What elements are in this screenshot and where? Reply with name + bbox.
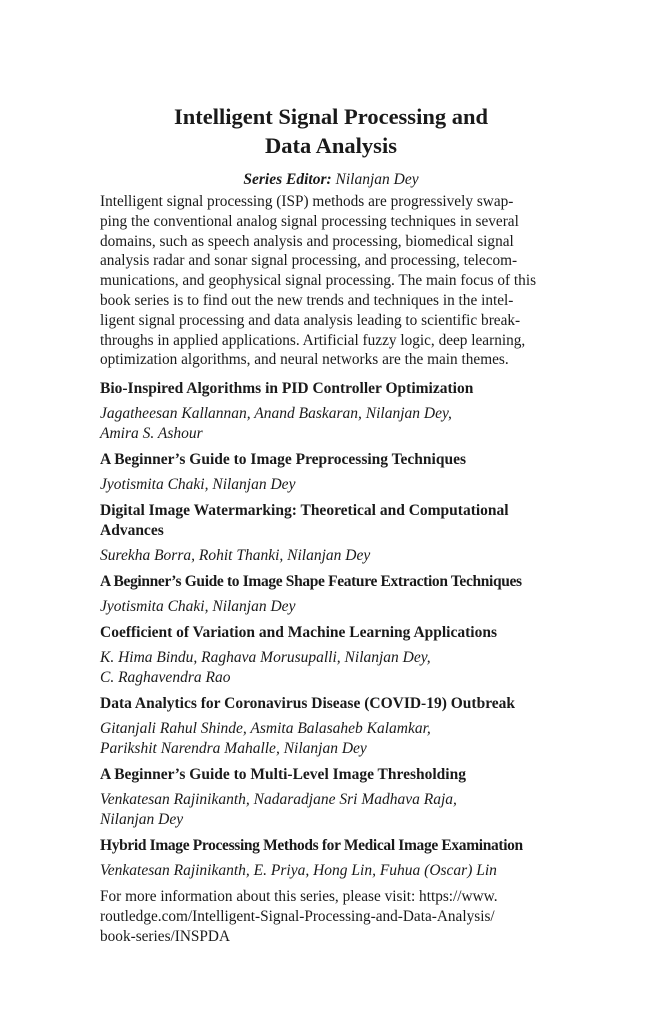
book-title-line: A Beginner’s Guide to Multi-Level Image Thresholding — [100, 766, 466, 784]
book-entry — [100, 501, 562, 566]
book-title-line: Bio-Inspired Algorithms in PID Controller Optimization — [100, 380, 474, 398]
book-authors — [100, 790, 562, 830]
book-entry — [100, 572, 562, 617]
book-authors — [100, 546, 562, 566]
book-authors — [100, 404, 562, 444]
book-authors — [100, 719, 562, 759]
series-editor-name: Nilanjan Dey — [335, 171, 419, 188]
book-authors — [100, 648, 562, 688]
series-page — [100, 102, 562, 947]
book-entry — [100, 379, 562, 444]
book-title — [100, 450, 562, 470]
series-editor-role: Series Editor: — [243, 171, 332, 188]
book-title-line: Hybrid Image Processing Methods for Medical Image Examination — [100, 837, 523, 855]
book-authors-line: Jagatheesan Kallannan, Anand Baskaran, Nilanjan Dey, — [100, 405, 452, 423]
book-authors-line: Jyotismita Chaki, Nilanjan Dey — [100, 476, 296, 494]
book-title-line: Advances — [100, 522, 164, 540]
book-authors — [100, 861, 562, 881]
description-line: book series is to find out the new trends and techniques in the intel- — [100, 291, 514, 309]
book-title — [100, 623, 562, 643]
book-title-line: Digital Image Watermarking: Theoretical and Computational — [100, 502, 509, 520]
book-list — [100, 379, 562, 881]
book-authors-line: Surekha Borra, Rohit Thanki, Nilanjan Dey — [100, 547, 371, 565]
description-line: ligent signal processing and data analysis leading to scientific break- — [100, 311, 521, 329]
book-entry — [100, 836, 562, 881]
book-title-line: Data Analytics for Coronavirus Disease (COVID-19) Outbreak — [100, 695, 516, 713]
book-entry — [100, 765, 562, 830]
series-title — [100, 102, 562, 160]
book-authors-line: Nilanjan Dey — [100, 811, 184, 829]
book-entry — [100, 694, 562, 759]
more-info-line: routledge.com/Intelligent-Signal-Processing-and-Data-Analysis/ — [100, 907, 495, 925]
description-line: ping the conventional analog signal processing techniques in several — [100, 212, 519, 230]
book-authors-line: Jyotismita Chaki, Nilanjan Dey — [100, 598, 296, 616]
book-authors-line: C. Raghavendra Rao — [100, 669, 231, 687]
series-description — [100, 192, 562, 370]
book-entry — [100, 623, 562, 688]
book-authors-line: Venkatesan Rajinikanth, E. Priya, Hong Lin, Fuhua (Oscar) Lin — [100, 862, 497, 880]
book-title — [100, 501, 562, 541]
book-authors-line: Parikshit Narendra Mahalle, Nilanjan Dey — [100, 740, 367, 758]
book-authors-line: Venkatesan Rajinikanth, Nadaradjane Sri Madhava Raja, — [100, 791, 457, 809]
book-authors — [100, 475, 562, 495]
book-title — [100, 694, 562, 714]
description-line: optimization algorithms, and neural networks are the main themes. — [100, 351, 509, 369]
book-title-line: A Beginner’s Guide to Image Preprocessing Techniques — [100, 451, 466, 469]
description-line: Intelligent signal processing (ISP) methods are progressively swap- — [100, 193, 514, 210]
series-title-line: Data Analysis — [265, 133, 397, 158]
book-title — [100, 836, 562, 856]
book-title-line: Coefficient of Variation and Machine Learning Applications — [100, 624, 497, 642]
series-title-line: Intelligent Signal Processing and — [173, 104, 488, 129]
book-title — [100, 765, 562, 785]
description-line: domains, such as speech analysis and processing, biomedical signal — [100, 232, 514, 250]
book-authors — [100, 597, 562, 617]
book-authors-line: Gitanjali Rahul Shinde, Asmita Balasaheb Kalamkar, — [100, 720, 431, 738]
book-entry — [100, 450, 562, 495]
description-line: analysis radar and sonar signal processing, and processing, telecom- — [100, 252, 518, 270]
description-line: throughs in applied applications. Artificial fuzzy logic, deep learning, — [100, 331, 526, 349]
description-line: munications, and geophysical signal processing. The main focus of this — [100, 272, 537, 290]
book-authors-line: K. Hima Bindu, Raghava Morusupalli, Nilanjan Dey, — [100, 649, 431, 667]
book-title — [100, 379, 562, 399]
more-info — [100, 887, 562, 946]
more-info-line: book-series/INSPDA — [100, 927, 231, 945]
more-info-line: For more information about this series, please visit: https://www. — [100, 888, 498, 906]
book-title — [100, 572, 562, 592]
book-authors-line: Amira S. Ashour — [100, 425, 203, 443]
series-editor — [100, 170, 562, 190]
book-title-line: A Beginner’s Guide to Image Shape Feature Extraction Techniques — [100, 573, 522, 591]
